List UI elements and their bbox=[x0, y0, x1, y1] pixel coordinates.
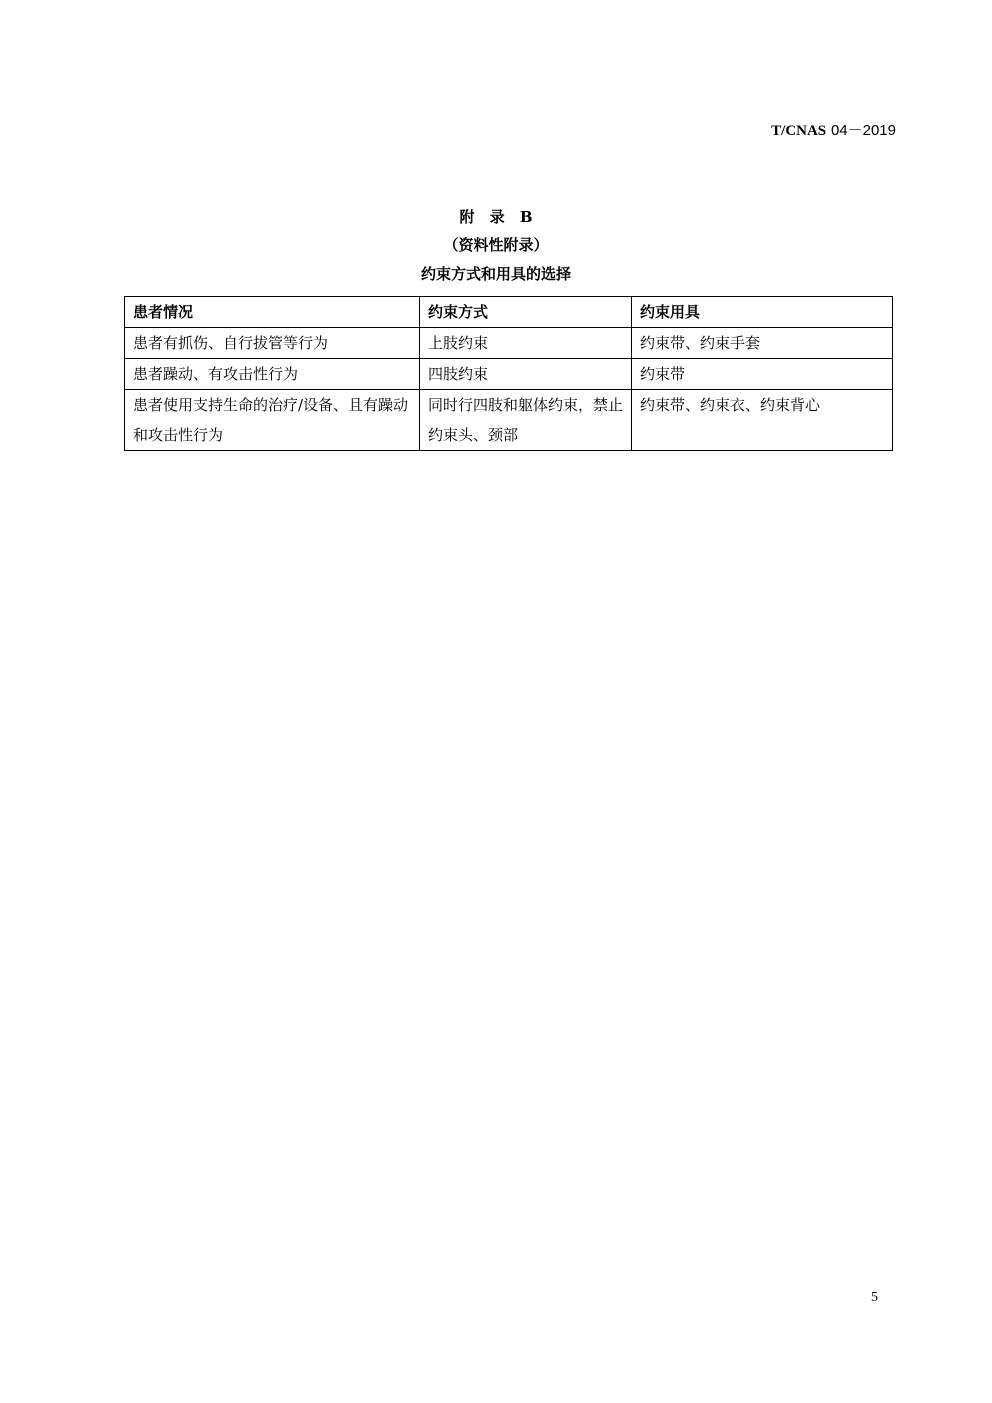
cell-condition: 患者躁动、有攻击性行为 bbox=[125, 359, 420, 390]
table-row bbox=[125, 390, 893, 451]
table-row bbox=[125, 359, 893, 390]
table-row bbox=[125, 328, 893, 359]
appendix-label: 附 录 B bbox=[459, 208, 533, 226]
standard-code-prefix: T/CNAS bbox=[771, 123, 827, 139]
standard-code-number: 04－2019 bbox=[830, 122, 896, 139]
cell-method: 上肢约束 bbox=[420, 328, 632, 359]
cell-method: 同时行四肢和躯体约束，禁止约束头、颈部 bbox=[420, 390, 632, 451]
header-restraint-method: 约束方式 bbox=[420, 297, 632, 328]
page-number: 5 bbox=[871, 1290, 878, 1305]
appendix-type: （资料性附录） bbox=[443, 236, 549, 254]
cell-equipment: 约束带、约束手套 bbox=[632, 328, 893, 359]
header-patient-condition: 患者情况 bbox=[125, 297, 420, 328]
header-restraint-equipment: 约束用具 bbox=[632, 297, 893, 328]
appendix-title: 约束方式和用具的选择 bbox=[420, 265, 571, 283]
standard-code bbox=[771, 119, 896, 140]
appendix-heading bbox=[0, 203, 992, 289]
restraint-table bbox=[124, 296, 893, 451]
cell-condition: 患者有抓伤、自行拔管等行为 bbox=[125, 328, 420, 359]
cell-equipment: 约束带、约束衣、约束背心 bbox=[632, 390, 893, 451]
cell-condition: 患者使用支持生命的治疗/设备、且有躁动和攻击性行为 bbox=[125, 390, 420, 451]
table-header-row bbox=[125, 297, 893, 328]
cell-method: 四肢约束 bbox=[420, 359, 632, 390]
cell-equipment: 约束带 bbox=[632, 359, 893, 390]
